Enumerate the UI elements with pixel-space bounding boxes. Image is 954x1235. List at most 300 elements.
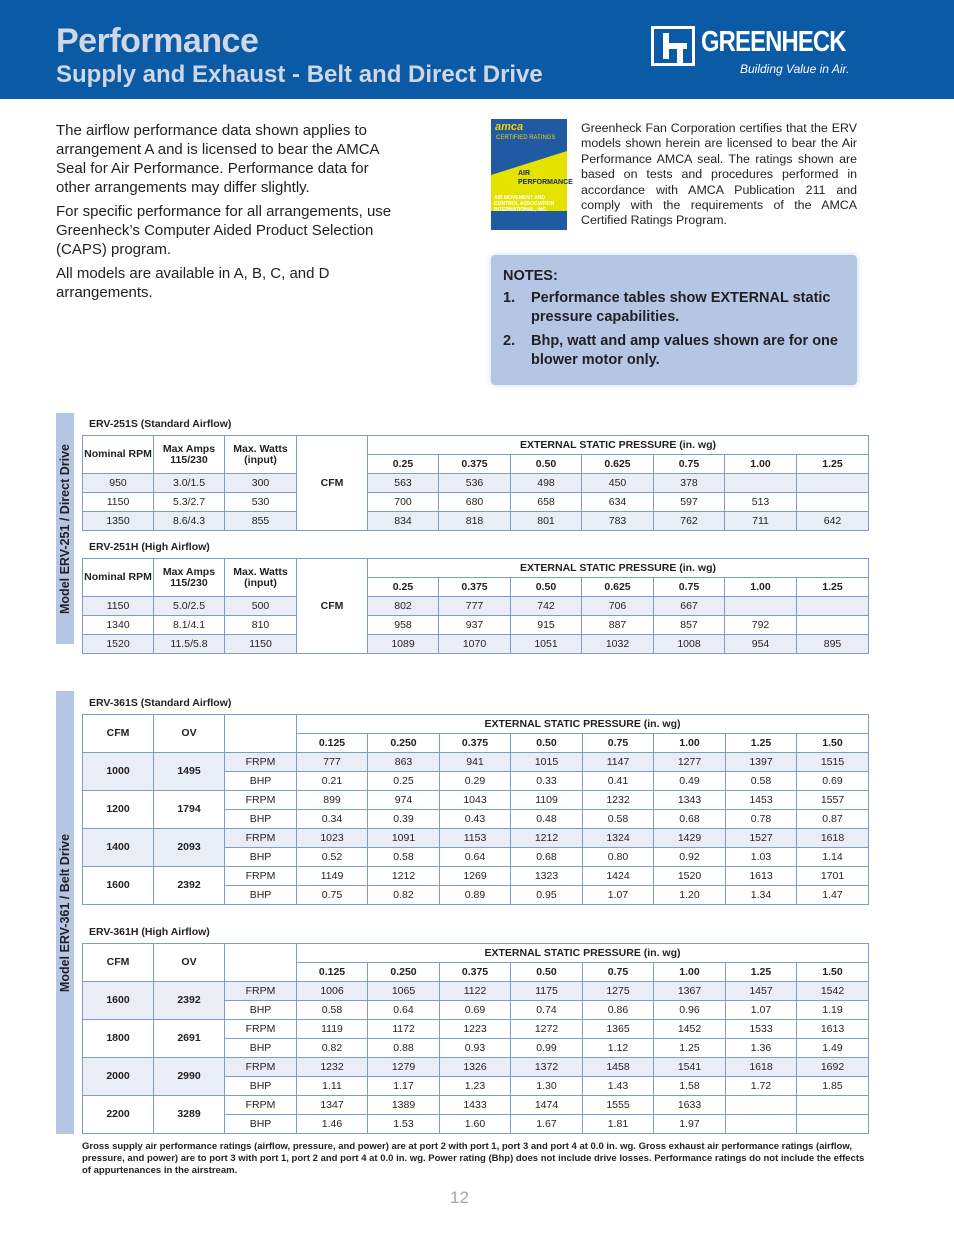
table-cell: 0.88: [368, 1039, 440, 1058]
row-label: BHP: [225, 1077, 297, 1096]
table-cell: 300: [225, 474, 297, 493]
table-cell: 1618: [797, 829, 869, 848]
table-cell: 1613: [797, 1020, 869, 1039]
table-cell: 1006: [297, 982, 368, 1001]
table-cell: 777: [439, 597, 511, 616]
table-cell: 1453: [726, 791, 797, 810]
table-cell: 1275: [583, 982, 654, 1001]
table-cell: 1.34: [726, 886, 797, 905]
column-header: Max. Watts (input): [225, 559, 297, 597]
pressure-header: 0.50: [511, 455, 582, 474]
table-cell: 0.69: [440, 1001, 511, 1020]
table-cell: 792: [725, 616, 797, 635]
table-cell: 2392: [154, 867, 225, 905]
table-cell: 378: [654, 474, 725, 493]
pressure-header: 1.25: [726, 963, 797, 982]
table-cell: 1279: [368, 1058, 440, 1077]
amca-seal-certified: CERTIFIED RATINGS: [496, 135, 556, 141]
table-cell: 0.89: [440, 886, 511, 905]
table-cell: 1527: [726, 829, 797, 848]
column-header: Max Amps 115/230: [154, 559, 225, 597]
table-cell: 1618: [726, 1058, 797, 1077]
table-cell: 1015: [511, 753, 583, 772]
table-cell: 0.58: [583, 810, 654, 829]
table-cell: 498: [511, 474, 582, 493]
table-cell: 1474: [511, 1096, 583, 1115]
table-cell: 1153: [440, 829, 511, 848]
table-cell: 0.33: [511, 772, 583, 791]
table-cell: 634: [582, 493, 654, 512]
amca-seal-assoc: AIR MOVEMENT AND CONTROL ASSOCIATION INTERNATIONAL, INC.: [494, 195, 555, 213]
table-cell: 1.97: [654, 1115, 726, 1134]
table-cell: 2990: [154, 1058, 225, 1096]
table-cell: 1542: [797, 982, 869, 1001]
table-cell: 958: [368, 616, 439, 635]
table-cell: 1365: [583, 1020, 654, 1039]
table-cell: 1.07: [583, 886, 654, 905]
table-cell: 1600: [83, 982, 154, 1020]
table-cell: 5.3/2.7: [154, 493, 225, 512]
page-subtitle: Supply and Exhaust - Belt and Direct Drive: [56, 61, 543, 88]
table-header-row: [83, 436, 869, 455]
table-cell: 3289: [154, 1096, 225, 1134]
table-cell: 1.17: [368, 1077, 440, 1096]
pressure-header: 0.375: [440, 963, 511, 982]
table-cell: 2691: [154, 1020, 225, 1058]
pressure-header: 0.25: [368, 455, 439, 474]
table-cell: 1324: [583, 829, 654, 848]
page-header: [0, 0, 954, 99]
table-cell: 2392: [154, 982, 225, 1020]
table-cell: 915: [511, 616, 582, 635]
table-cell: 0.74: [511, 1001, 583, 1020]
table-cell: 857: [654, 616, 725, 635]
table-cell: 1000: [83, 753, 154, 791]
pressure-header: 1.00: [725, 578, 797, 597]
table-cell: 0.82: [368, 886, 440, 905]
footnote: Gross supply air performance ratings (airflow, pressure, and power) are at port 2 with port 1, port 3 and port 4 at 0.0 in. wg. Gross exhaust air performance ratings (airflow, pressure, and power) are to port 3 with port 1, port 2 and port 4 at 0.0 in. wg. Power rating (Bhp) does not include drive losses. Performance ratings do not include the effects of appurtenances in the airstream.: [82, 1141, 865, 1176]
table-row: [83, 867, 869, 886]
table-cell: 1.85: [797, 1077, 869, 1096]
table-cell: 706: [582, 597, 654, 616]
table-cell: 1223: [440, 1020, 511, 1039]
table-cell: 1200: [83, 791, 154, 829]
table-cell: 1.81: [583, 1115, 654, 1134]
table-cell: 1150: [83, 493, 154, 512]
pressure-header: 0.375: [439, 578, 511, 597]
table-cell: 0.93: [440, 1039, 511, 1058]
direct-table-erv251s: [82, 435, 869, 531]
table-cell: 950: [83, 474, 154, 493]
column-header: Nominal RPM: [83, 559, 154, 597]
greenheck-mark-icon: [651, 26, 695, 66]
table-cell: 1326: [440, 1058, 511, 1077]
table-cell: 1272: [511, 1020, 583, 1039]
table-cell: 667: [654, 597, 725, 616]
row-label: FRPM: [225, 982, 297, 1001]
table-cell: 0.48: [511, 810, 583, 829]
table-cell: 1541: [654, 1058, 726, 1077]
table-cell: 1400: [83, 829, 154, 867]
column-header: EXTERNAL STATIC PRESSURE (in. wg): [297, 715, 869, 734]
column-header: EXTERNAL STATIC PRESSURE (in. wg): [368, 436, 869, 455]
intro-paragraph: The airflow performance data shown applies to arrangement A and is licensed to bear the AMCA Seal for Air Performance. Performance data for other arrangements may differ slightly.: [56, 122, 379, 196]
table-cell: 1065: [368, 982, 440, 1001]
table-cell: 1269: [440, 867, 511, 886]
note-item: 2. Bhp, watt and amp values shown are for one blower motor only.: [503, 333, 838, 368]
table-cell: 8.1/4.1: [154, 616, 225, 635]
table-cell: 937: [439, 616, 511, 635]
table-cell: 1.49: [797, 1039, 869, 1058]
table-cell: [726, 1115, 797, 1134]
table-cell: 0.99: [511, 1039, 583, 1058]
table-cell: 0.39: [368, 810, 440, 829]
table-cell: 1232: [583, 791, 654, 810]
table-cell: 810: [225, 616, 297, 635]
table-cell: 1343: [654, 791, 726, 810]
intro-paragraph: All models are available in A, B, C, and D arrangements.: [56, 265, 330, 301]
table-cell: 1397: [726, 753, 797, 772]
pressure-header: 0.50: [511, 734, 583, 753]
row-label: FRPM: [225, 753, 297, 772]
amca-seal: [491, 119, 573, 230]
table-cell: 0.82: [297, 1039, 368, 1058]
table-cell: 1091: [368, 829, 440, 848]
table-label: ERV-361S (Standard Airflow): [89, 697, 232, 709]
table-cell: 0.41: [583, 772, 654, 791]
table-row: [83, 474, 869, 493]
certification-text: Greenheck Fan Corporation certifies that the ERV models shown herein are licensed to bear the Air Performance AMCA seal. The ratings shown are based on tests and procedures performed in accordance with AMCA Publication 211 and comply with the requirements of the AMCA Certified Ratings Program.: [581, 121, 857, 228]
table-cell: 500: [225, 597, 297, 616]
table-cell: 1.20: [654, 886, 726, 905]
table-cell: 1495: [154, 753, 225, 791]
table-cell: [797, 616, 869, 635]
table-cell: 1424: [583, 867, 654, 886]
row-label: BHP: [225, 810, 297, 829]
table-cell: 1.07: [726, 1001, 797, 1020]
pressure-header: 0.125: [297, 963, 368, 982]
table-cell: 1.12: [583, 1039, 654, 1058]
table-row: [83, 512, 869, 531]
table-cell: 941: [440, 753, 511, 772]
table-row: [83, 597, 869, 616]
table-cell: 1.43: [583, 1077, 654, 1096]
table-cell: 0.49: [654, 772, 726, 791]
pressure-header: 0.75: [583, 963, 654, 982]
table-cell: 642: [797, 512, 869, 531]
column-header: CFM: [83, 944, 154, 982]
table-cell: 8.6/4.3: [154, 512, 225, 531]
table-cell: 1.72: [726, 1077, 797, 1096]
table-cell: 1.53: [368, 1115, 440, 1134]
table-cell: 895: [797, 635, 869, 654]
table-cell: [725, 597, 797, 616]
row-label: FRPM: [225, 867, 297, 886]
table-cell: 0.96: [654, 1001, 726, 1020]
table-cell: 887: [582, 616, 654, 635]
table-cell: 0.75: [297, 886, 368, 905]
pressure-header: 1.25: [726, 734, 797, 753]
table-cell: 762: [654, 512, 725, 531]
column-header: OV: [154, 944, 225, 982]
table-cell: 1520: [654, 867, 726, 886]
column-header: CFM: [297, 559, 368, 654]
table-cell: 1212: [511, 829, 583, 848]
table-cell: 597: [654, 493, 725, 512]
column-header: Max. Watts (input): [225, 436, 297, 474]
table-cell: 1043: [440, 791, 511, 810]
pressure-header: 0.125: [297, 734, 368, 753]
table-cell: 954: [725, 635, 797, 654]
table-header-row: [83, 944, 869, 963]
table-cell: 1433: [440, 1096, 511, 1115]
table-cell: 0.95: [511, 886, 583, 905]
table-cell: 0.52: [297, 848, 368, 867]
table-label: ERV-251H (High Airflow): [89, 541, 210, 553]
table-cell: [797, 597, 869, 616]
table-cell: 0.69: [797, 772, 869, 791]
table-cell: 1070: [439, 635, 511, 654]
table-cell: 1633: [654, 1096, 726, 1115]
belt-table-erv361s: [82, 714, 869, 905]
table-cell: 1555: [583, 1096, 654, 1115]
row-label: BHP: [225, 1039, 297, 1058]
pressure-header: 0.375: [440, 734, 511, 753]
table-cell: 1800: [83, 1020, 154, 1058]
row-label: BHP: [225, 848, 297, 867]
table-cell: 0.68: [511, 848, 583, 867]
table-cell: 1.23: [440, 1077, 511, 1096]
table-cell: [797, 1115, 869, 1134]
table-cell: 1515: [797, 753, 869, 772]
row-label: FRPM: [225, 791, 297, 810]
table-cell: 2200: [83, 1096, 154, 1134]
table-cell: 863: [368, 753, 440, 772]
pressure-header: 0.75: [583, 734, 654, 753]
table-cell: 0.64: [440, 848, 511, 867]
table-cell: 1692: [797, 1058, 869, 1077]
pressure-header: 0.625: [582, 578, 654, 597]
table-cell: 1.30: [511, 1077, 583, 1096]
table-cell: 5.0/2.5: [154, 597, 225, 616]
table-row: [83, 829, 869, 848]
page-number: 12: [450, 1188, 469, 1207]
table-cell: 0.29: [440, 772, 511, 791]
table-cell: 2093: [154, 829, 225, 867]
table-cell: 11.5/5.8: [154, 635, 225, 654]
pressure-header: 0.625: [582, 455, 654, 474]
table-cell: 1.03: [726, 848, 797, 867]
row-label: FRPM: [225, 1096, 297, 1115]
amca-seal-word: amca: [495, 121, 524, 133]
table-row: [83, 791, 869, 810]
table-cell: 0.87: [797, 810, 869, 829]
table-cell: [725, 474, 797, 493]
side-tab-direct-drive: Model ERV-251 / Direct Drive: [56, 413, 74, 644]
empty-header: [225, 715, 297, 753]
table-cell: 1023: [297, 829, 368, 848]
table-cell: 1122: [440, 982, 511, 1001]
table-cell: 1175: [511, 982, 583, 1001]
table-cell: 0.80: [583, 848, 654, 867]
table-cell: 1109: [511, 791, 583, 810]
empty-header: [225, 944, 297, 982]
row-label: FRPM: [225, 1058, 297, 1077]
intro-text: [56, 121, 406, 307]
table-cell: 450: [582, 474, 654, 493]
table-cell: 1701: [797, 867, 869, 886]
table-cell: 1.36: [726, 1039, 797, 1058]
table-row: [83, 1020, 869, 1039]
table-cell: 1212: [368, 867, 440, 886]
table-cell: 1372: [511, 1058, 583, 1077]
table-cell: 700: [368, 493, 439, 512]
row-label: FRPM: [225, 829, 297, 848]
table-cell: 1.25: [654, 1039, 726, 1058]
row-label: BHP: [225, 886, 297, 905]
row-label: BHP: [225, 1115, 297, 1134]
pressure-header: 0.250: [368, 734, 440, 753]
table-cell: 1520: [83, 635, 154, 654]
logo-tagline: Building Value in Air.: [740, 62, 850, 76]
notes-box: [491, 255, 857, 385]
table-cell: 1147: [583, 753, 654, 772]
row-label: BHP: [225, 772, 297, 791]
column-header: Nominal RPM: [83, 436, 154, 474]
table-cell: [726, 1096, 797, 1115]
table-cell: 1429: [654, 829, 726, 848]
column-header: EXTERNAL STATIC PRESSURE (in. wg): [368, 559, 869, 578]
table-cell: 855: [225, 512, 297, 531]
table-cell: 1.46: [297, 1115, 368, 1134]
table-cell: 0.58: [297, 1001, 368, 1020]
table-cell: 0.25: [368, 772, 440, 791]
table-cell: 802: [368, 597, 439, 616]
table-header-row: [83, 715, 869, 734]
column-header: Max Amps 115/230: [154, 436, 225, 474]
column-header: EXTERNAL STATIC PRESSURE (in. wg): [297, 944, 869, 963]
table-cell: 1.47: [797, 886, 869, 905]
pressure-header: 1.50: [797, 963, 869, 982]
table-row: [83, 493, 869, 512]
notes-heading: NOTES:: [503, 268, 558, 284]
table-cell: 1232: [297, 1058, 368, 1077]
table-cell: 1149: [297, 867, 368, 886]
table-cell: 658: [511, 493, 582, 512]
table-row: [83, 635, 869, 654]
pressure-header: 0.375: [439, 455, 511, 474]
table-cell: 1.19: [797, 1001, 869, 1020]
pressure-header: 0.75: [654, 455, 725, 474]
table-label: ERV-361H (High Airflow): [89, 926, 210, 938]
table-cell: 1533: [726, 1020, 797, 1039]
table-row: [83, 616, 869, 635]
table-cell: 0.43: [440, 810, 511, 829]
table-cell: 1032: [582, 635, 654, 654]
table-cell: 974: [368, 791, 440, 810]
pressure-header: 0.25: [368, 578, 439, 597]
table-cell: 0.58: [726, 772, 797, 791]
intro-paragraph: For specific performance for all arrangements, use Greenheck’s Computer Aided Product Selection (CAPS) program.: [56, 203, 392, 258]
table-cell: 1.58: [654, 1077, 726, 1096]
column-header: OV: [154, 715, 225, 753]
table-cell: 2000: [83, 1058, 154, 1096]
table-cell: 777: [297, 753, 368, 772]
table-cell: 1347: [297, 1096, 368, 1115]
table-row: [83, 1058, 869, 1077]
table-cell: 0.68: [654, 810, 726, 829]
table-label: ERV-251S (Standard Airflow): [89, 418, 232, 430]
table-cell: [797, 474, 869, 493]
table-cell: 899: [297, 791, 368, 810]
table-cell: 0.21: [297, 772, 368, 791]
table-cell: 1600: [83, 867, 154, 905]
pressure-header: 1.00: [654, 963, 726, 982]
table-cell: 1458: [583, 1058, 654, 1077]
pressure-header: 1.50: [797, 734, 869, 753]
greenheck-logo: [651, 24, 881, 80]
table-cell: 536: [439, 474, 511, 493]
table-cell: 3.0/1.5: [154, 474, 225, 493]
pressure-header: 0.50: [511, 963, 583, 982]
table-cell: 563: [368, 474, 439, 493]
table-cell: 1323: [511, 867, 583, 886]
table-cell: 0.34: [297, 810, 368, 829]
pressure-header: 1.25: [797, 578, 869, 597]
table-row: [83, 1096, 869, 1115]
table-cell: 1150: [225, 635, 297, 654]
table-cell: 1.60: [440, 1115, 511, 1134]
column-header: CFM: [83, 715, 154, 753]
table-cell: 1350: [83, 512, 154, 531]
table-cell: 783: [582, 512, 654, 531]
table-cell: 1277: [654, 753, 726, 772]
table-cell: 711: [725, 512, 797, 531]
table-cell: 1089: [368, 635, 439, 654]
amca-seal-air: AIR PERFORMANCE: [518, 170, 573, 186]
page-title: Performance: [56, 22, 259, 60]
table-cell: 834: [368, 512, 439, 531]
belt-table-erv361h: [82, 943, 869, 1134]
pressure-header: 1.25: [797, 455, 869, 474]
pressure-header: 0.50: [511, 578, 582, 597]
table-cell: 801: [511, 512, 582, 531]
table-cell: 1008: [654, 635, 725, 654]
logo-name: GREENHECK: [701, 26, 846, 58]
table-cell: 818: [439, 512, 511, 531]
table-cell: [797, 1096, 869, 1115]
column-header: CFM: [297, 436, 368, 531]
table-cell: 0.92: [654, 848, 726, 867]
note-item: 1. Performance tables show EXTERNAL static pressure capabilities.: [503, 290, 831, 325]
table-cell: 1.11: [297, 1077, 368, 1096]
pressure-header: 0.75: [654, 578, 725, 597]
table-cell: 0.58: [368, 848, 440, 867]
table-cell: 1.14: [797, 848, 869, 867]
direct-table-erv251h: [82, 558, 869, 654]
table-cell: 1051: [511, 635, 582, 654]
table-cell: 680: [439, 493, 511, 512]
table-cell: 1340: [83, 616, 154, 635]
pressure-header: 1.00: [654, 734, 726, 753]
table-cell: 1452: [654, 1020, 726, 1039]
pressure-header: 0.250: [368, 963, 440, 982]
table-cell: 742: [511, 597, 582, 616]
table-cell: 1557: [797, 791, 869, 810]
table-cell: 1794: [154, 791, 225, 829]
side-tab-belt-drive: Model ERV-361 / Belt Drive: [56, 691, 74, 1134]
table-row: [83, 982, 869, 1001]
